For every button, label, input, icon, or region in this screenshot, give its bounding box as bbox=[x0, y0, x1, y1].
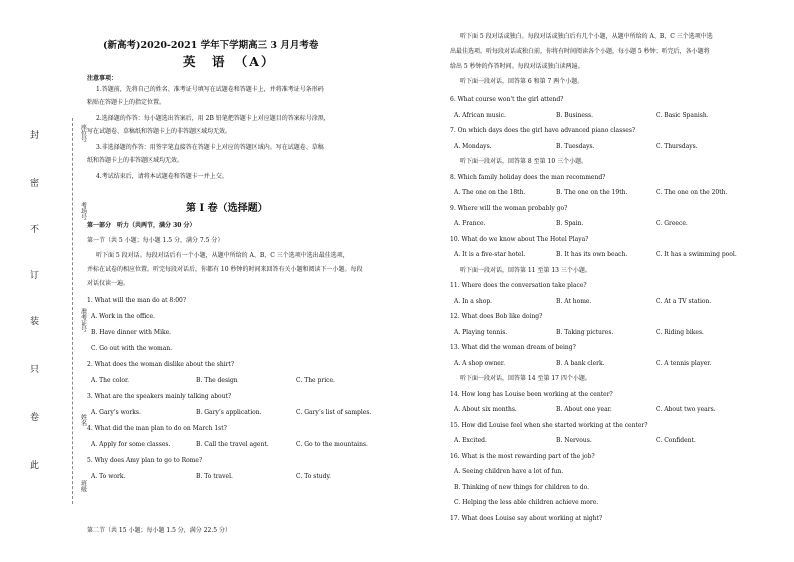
question-stem: 17. What does Louise say about working at night? bbox=[450, 514, 603, 522]
seal-char: 此 bbox=[30, 461, 40, 471]
answer-option: A. About six months. bbox=[454, 406, 517, 413]
seal-char: 卷 bbox=[30, 413, 40, 423]
answer-option: C. Greece. bbox=[656, 220, 688, 227]
answer-option: A. It is a five-star hotel. bbox=[454, 251, 526, 258]
binding-field-label: 座位号 bbox=[79, 124, 87, 142]
section1-heading: 第一节（共 5 小题；每小题 1.5 分，满分 7.5 分） bbox=[87, 237, 224, 244]
answer-option: C. A tennis player. bbox=[656, 359, 712, 367]
answer-option: C. Confident. bbox=[656, 437, 696, 444]
seal-char: 密 bbox=[30, 179, 40, 189]
answer-option: A. Work in the office. bbox=[91, 313, 155, 320]
subject-title: 英 语 （A） bbox=[183, 54, 276, 69]
answer-option: B. Gary’s application. bbox=[196, 409, 262, 416]
seal-char: 不 bbox=[30, 225, 40, 235]
answer-option: B. About one year. bbox=[556, 406, 612, 413]
seal-char: 封 bbox=[30, 131, 40, 141]
question-stem: 8. Which family holiday does the man recommend? bbox=[450, 173, 606, 181]
listening-direction: 听下面一段对话，回答第 8 至第 10 三个小题。 bbox=[460, 158, 588, 165]
answer-option: B. At home. bbox=[556, 297, 592, 305]
section1-intro-line: 对话仅读一遍。 bbox=[87, 280, 130, 287]
answer-option: B. Have dinner with Mike. bbox=[91, 329, 172, 336]
section1-intro-line: 并标在试卷的相应位置。听完每段对话后，你都有 10 秒钟的时间来回答有关小题和阅读下一小题。每段 bbox=[87, 266, 363, 273]
notice-line: 纸和答题卡上的非答题区域均无效。 bbox=[87, 157, 184, 164]
volume-title: 第 I 卷（选择题） bbox=[186, 203, 268, 214]
part1-heading: 第一部分 听力（共两节，满分 30 分） bbox=[87, 222, 196, 229]
question-stem: 5. Why does Amy plan to go to Rome? bbox=[87, 457, 203, 464]
intro-line: 给出 5 秒钟的作答时间。每段对话或独白读两遍。 bbox=[450, 63, 584, 70]
answer-option: C. To study. bbox=[296, 473, 331, 480]
listening-direction: 听下面一段对话，回答第 14 至第 17 四个小题。 bbox=[460, 375, 591, 382]
answer-option: C. About two years. bbox=[656, 406, 716, 413]
answer-option: A. Seeing children have a lot of fun. bbox=[454, 468, 564, 475]
answer-option: B. Thinking of new things for children to do. bbox=[454, 483, 590, 491]
intro-line: 听下面一段对话，回答第 6 和第 7 两个小题。 bbox=[460, 78, 584, 85]
seal-char: 装 bbox=[30, 317, 40, 327]
answer-option: A. Excited. bbox=[454, 437, 487, 444]
question-stem: 12. What does Bob like doing? bbox=[450, 313, 543, 320]
answer-option: C. Riding bikes. bbox=[656, 328, 704, 336]
answer-option: A. To work. bbox=[91, 473, 126, 480]
section2-heading: 第二节（共 15 小题；每小题 1.5 分，满分 22.5 分） bbox=[87, 527, 231, 534]
intro-line: 出最佳选项。听每段对话或独白前，你将有时间阅读各个小题，每小题 5 秒钟；听完后，各小题将 bbox=[450, 48, 710, 55]
question-stem: 13. What did the woman dream of being? bbox=[450, 344, 576, 351]
notice-heading: 注意事项： bbox=[87, 75, 118, 82]
binding-field-label: 考场号 bbox=[79, 202, 87, 220]
question-stem: 2. What does the woman dislike about the shirt? bbox=[87, 361, 235, 368]
notice-line: 粘贴在答题卡上的指定位置。 bbox=[87, 99, 166, 106]
answer-option: C. It has a swimming pool. bbox=[656, 251, 737, 258]
answer-option: C. At a TV station. bbox=[656, 297, 712, 305]
binding-field-label: 准考证号 bbox=[79, 308, 87, 332]
answer-option: A. Apply for some classes. bbox=[91, 441, 171, 448]
answer-option: B. Business. bbox=[556, 111, 593, 119]
answer-option: A. Mondays. bbox=[454, 142, 492, 150]
answer-option: B. Taking pictures. bbox=[556, 328, 614, 336]
exam-title: (新高考)2020-2021 学年下学期高三 3 月月考卷 bbox=[103, 40, 319, 51]
answer-option: C. Go out with the woman. bbox=[91, 345, 173, 352]
answer-option: B. Nervous. bbox=[556, 437, 592, 444]
notice-line: 写在试题卷、草稿纸和答题卡上的非答题区域均无效。 bbox=[87, 128, 232, 135]
question-stem: 15. How did Louise feel when she started working at the center? bbox=[450, 421, 648, 429]
question-stem: 4. What did the man plan to do on March 1st? bbox=[87, 425, 227, 432]
intro-line: 听下面 5 段对话或独白。每段对话或独白后有几个小题，从题中所给的 A、B、C 三个选项中选 bbox=[460, 33, 713, 40]
answer-option: A. Gary’s works. bbox=[91, 409, 141, 416]
right-column bbox=[420, 0, 794, 562]
answer-option: B. The one on the 19th. bbox=[556, 189, 628, 196]
question-stem: 14. How long has Louise been working at the center? bbox=[450, 390, 613, 398]
notice-line: 2.选择题的作答：每小题选出答案后，用 2B 铅笔把答题卡上对应题目的答案标号涂黑， bbox=[96, 115, 330, 122]
notice-line: 4.考试结束后，请将本试题卷和答题卡一并上交。 bbox=[96, 173, 228, 180]
answer-option: B. A bank clerk. bbox=[556, 359, 605, 367]
notice-line: 3.非选择题的作答：用签字笔直接答在答题卡上对应的答题区域内。写在试题卷、草稿 bbox=[96, 144, 324, 151]
notice-line: 1.答题前，先将自己的姓名、准考证号填写在试题卷和答题卡上，并将准考证号条形码 bbox=[96, 86, 324, 93]
answer-option: B. The design bbox=[196, 377, 238, 384]
answer-option: B. Call the travel agent. bbox=[196, 441, 269, 448]
answer-option: A. Playing tennis. bbox=[454, 328, 508, 336]
answer-option: B. To travel. bbox=[196, 473, 233, 480]
answer-option: C. The price. bbox=[296, 377, 335, 384]
answer-option: C. Helping the less able children achieve more. bbox=[454, 499, 599, 506]
answer-option: A. The color. bbox=[91, 377, 130, 384]
answer-option: B. Spain. bbox=[556, 220, 584, 227]
question-stem: 7. On which days does the girl have advanced piano classes? bbox=[450, 127, 636, 134]
question-stem: 10. What do we know about The Hotel Playa? bbox=[450, 235, 589, 243]
seal-char: 只 bbox=[30, 365, 40, 375]
answer-option: C. Basic Spanish. bbox=[656, 111, 709, 119]
answer-option: C. Go to the mountains. bbox=[296, 441, 368, 448]
question-stem: 11. Where does the conversation take place? bbox=[450, 282, 587, 289]
question-stem: 3. What are the speakers mainly talking about? bbox=[87, 393, 232, 400]
binding-field-label: 班级 bbox=[79, 480, 87, 492]
answer-option: A. A shop owner. bbox=[454, 359, 505, 367]
binding-field-label: 姓名 bbox=[79, 414, 87, 426]
question-stem: 9. Where will the woman probably go? bbox=[450, 204, 568, 212]
question-stem: 16. What is the most rewarding part of the job? bbox=[450, 452, 595, 460]
section1-intro-line: 听下面 5 段对话。每段对话后有一个小题，从题中所给的 A、B、C 三个选项中选出最佳选项， bbox=[96, 252, 349, 259]
answer-option: B. Tuesdays. bbox=[556, 142, 595, 150]
answer-option: C. Gary’s list of samples. bbox=[296, 409, 372, 416]
seal-char: 订 bbox=[30, 271, 40, 281]
answer-option: A. France. bbox=[454, 220, 486, 227]
answer-option: A. African music. bbox=[454, 111, 506, 119]
question-stem: 6. What course won't the girl attend? bbox=[450, 96, 564, 103]
question-stem: 1. What will the man do at 8:00? bbox=[87, 297, 187, 304]
answer-option: C. Thursdays. bbox=[656, 142, 698, 150]
answer-option: C. The one on the 20th. bbox=[656, 189, 728, 196]
listening-direction: 听下面一段对话，回答第 11 至第 13 三个小题。 bbox=[460, 266, 591, 274]
answer-option: A. The one on the 18th. bbox=[454, 189, 526, 196]
answer-option: A. In a shop. bbox=[454, 297, 493, 305]
answer-option: B. It has its own beach. bbox=[556, 251, 628, 258]
